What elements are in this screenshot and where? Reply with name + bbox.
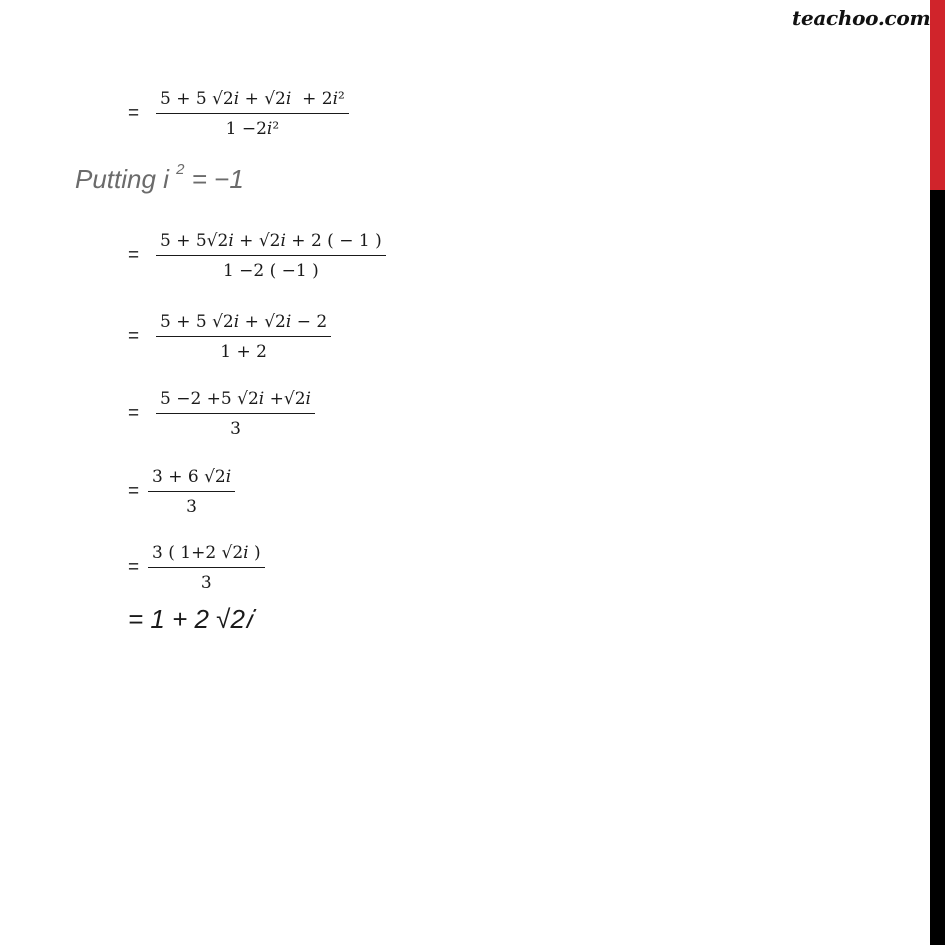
fraction <box>156 388 315 440</box>
substitution-note <box>75 161 244 195</box>
step-1 <box>128 88 349 140</box>
step-4 <box>128 388 315 440</box>
equals-sign: = <box>128 403 140 424</box>
step-6 <box>128 542 265 594</box>
equals-sign: = <box>128 326 140 347</box>
numerator: 5 + 5 √2𝑖 + √2𝑖 + 2𝑖² <box>156 88 349 114</box>
fraction <box>148 542 265 594</box>
equals-sign: = <box>128 481 140 502</box>
denominator: 3 <box>230 419 241 439</box>
equals-sign: = <box>128 103 140 124</box>
sidebar-accent-red <box>930 0 945 190</box>
note-exponent: 2 <box>176 161 185 179</box>
final-answer: = 1 + 2 √2𝑖 <box>128 604 252 634</box>
step-2 <box>128 230 386 282</box>
numerator: 3 ( 1+2 √2𝑖 ) <box>148 542 265 568</box>
fraction <box>156 230 386 282</box>
fraction <box>156 88 349 140</box>
numerator: 5 + 5√2𝑖 + √2𝑖 + 2 ( − 1 ) <box>156 230 386 256</box>
numerator: 3 + 6 √2𝑖 <box>148 466 235 492</box>
fraction <box>156 311 331 363</box>
fraction <box>148 466 235 518</box>
note-suffix: = −1 <box>184 164 244 194</box>
numerator: 5 −2 +5 √2𝑖 +√2𝑖 <box>156 388 315 414</box>
step-5 <box>128 466 235 518</box>
denominator: 3 <box>186 497 197 517</box>
step-3 <box>128 311 331 363</box>
numerator: 5 + 5 √2𝑖 + √2𝑖 − 2 <box>156 311 331 337</box>
denominator: 1 + 2 <box>220 342 267 362</box>
denominator: 1 −2𝑖² <box>225 119 280 139</box>
note-prefix: Putting i <box>75 164 177 194</box>
denominator: 3 <box>200 573 212 593</box>
equals-sign: = <box>128 557 140 578</box>
sidebar-accent-black <box>930 190 945 945</box>
teachoo-logo: teachoo.com <box>792 6 931 30</box>
equals-sign: = <box>128 245 140 266</box>
denominator: 1 −2 ( −1 ) <box>222 261 319 281</box>
